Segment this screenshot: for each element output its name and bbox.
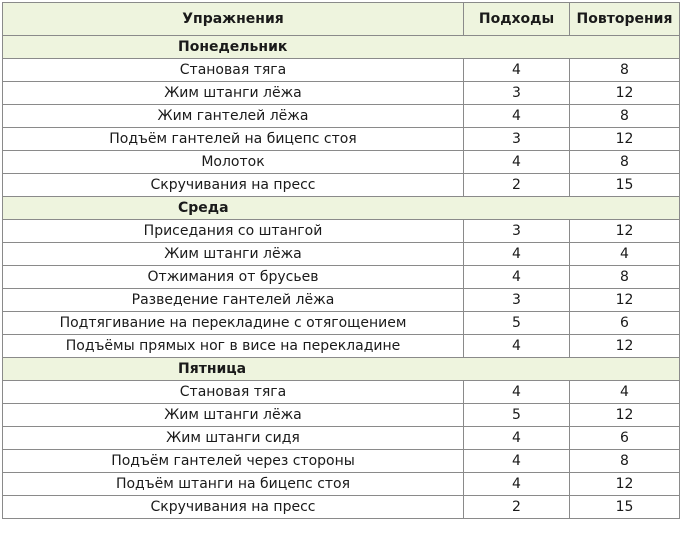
exercise-cell: Разведение гантелей лёжа <box>3 289 464 312</box>
table-row <box>3 289 680 312</box>
sets-cell: 2 <box>464 496 570 519</box>
sets-cell: 4 <box>464 59 570 82</box>
table-row <box>3 266 680 289</box>
reps-cell: 12 <box>570 404 680 427</box>
reps-cell: 8 <box>570 450 680 473</box>
table-row <box>3 82 680 105</box>
table-row <box>3 312 680 335</box>
table-row <box>3 473 680 496</box>
table-row <box>3 243 680 266</box>
exercise-cell: Подъём гантелей через стороны <box>3 450 464 473</box>
table-row <box>3 105 680 128</box>
reps-cell: 12 <box>570 289 680 312</box>
day-name: Пятница <box>178 361 247 377</box>
reps-cell: 8 <box>570 105 680 128</box>
sets-cell: 4 <box>464 105 570 128</box>
sets-cell: 4 <box>464 381 570 404</box>
exercise-cell: Жим штанги лёжа <box>3 243 464 266</box>
exercise-cell: Подъём штанги на бицепс стоя <box>3 473 464 496</box>
reps-cell: 6 <box>570 427 680 450</box>
table-row <box>3 427 680 450</box>
table-header-row <box>3 3 680 36</box>
table-row <box>3 450 680 473</box>
exercise-cell: Подъём гантелей на бицепс стоя <box>3 128 464 151</box>
sets-cell: 4 <box>464 427 570 450</box>
exercise-cell: Жим штанги лёжа <box>3 82 464 105</box>
workout-schedule-table <box>2 2 680 519</box>
sets-column-header: Подходы <box>464 3 570 36</box>
reps-column-header: Повторения <box>570 3 680 36</box>
day-section-cell <box>3 36 680 59</box>
sets-cell: 4 <box>464 335 570 358</box>
sets-cell: 3 <box>464 82 570 105</box>
reps-cell: 4 <box>570 381 680 404</box>
reps-cell: 15 <box>570 174 680 197</box>
exercise-cell: Жим гантелей лёжа <box>3 105 464 128</box>
exercise-cell: Приседания со штангой <box>3 220 464 243</box>
day-section-row <box>3 358 680 381</box>
table-row <box>3 174 680 197</box>
exercise-cell: Подтягивание на перекладине с отягощением <box>3 312 464 335</box>
sets-cell: 4 <box>464 450 570 473</box>
reps-cell: 12 <box>570 128 680 151</box>
exercise-cell: Жим штанги лёжа <box>3 404 464 427</box>
exercise-cell: Жим штанги сидя <box>3 427 464 450</box>
exercise-cell: Скручивания на пресс <box>3 174 464 197</box>
sets-cell: 3 <box>464 128 570 151</box>
sets-cell: 5 <box>464 312 570 335</box>
reps-cell: 8 <box>570 151 680 174</box>
sets-cell: 4 <box>464 266 570 289</box>
reps-cell: 12 <box>570 220 680 243</box>
table-row <box>3 220 680 243</box>
day-name: Понедельник <box>178 39 288 55</box>
sets-cell: 4 <box>464 243 570 266</box>
day-section-row <box>3 197 680 220</box>
sets-cell: 3 <box>464 220 570 243</box>
reps-cell: 4 <box>570 243 680 266</box>
reps-cell: 12 <box>570 335 680 358</box>
exercise-cell: Становая тяга <box>3 59 464 82</box>
sets-cell: 2 <box>464 174 570 197</box>
exercise-cell: Скручивания на пресс <box>3 496 464 519</box>
day-section-row <box>3 36 680 59</box>
day-section-cell <box>3 358 680 381</box>
table-row <box>3 404 680 427</box>
table-row <box>3 496 680 519</box>
day-name: Среда <box>178 200 229 216</box>
reps-cell: 12 <box>570 473 680 496</box>
sets-cell: 4 <box>464 151 570 174</box>
exercise-cell: Становая тяга <box>3 381 464 404</box>
sets-cell: 5 <box>464 404 570 427</box>
reps-cell: 15 <box>570 496 680 519</box>
reps-cell: 6 <box>570 312 680 335</box>
table-row <box>3 335 680 358</box>
exercise-cell: Подъёмы прямых ног в висе на перекладине <box>3 335 464 358</box>
reps-cell: 8 <box>570 59 680 82</box>
table-row <box>3 59 680 82</box>
sets-cell: 3 <box>464 289 570 312</box>
reps-cell: 12 <box>570 82 680 105</box>
table-row <box>3 151 680 174</box>
table-row <box>3 128 680 151</box>
table-row <box>3 381 680 404</box>
reps-cell: 8 <box>570 266 680 289</box>
exercise-cell: Отжимания от брусьев <box>3 266 464 289</box>
day-section-cell <box>3 197 680 220</box>
sets-cell: 4 <box>464 473 570 496</box>
table-body <box>3 36 680 519</box>
exercise-column-header: Упражнения <box>3 3 464 36</box>
exercise-cell: Молоток <box>3 151 464 174</box>
